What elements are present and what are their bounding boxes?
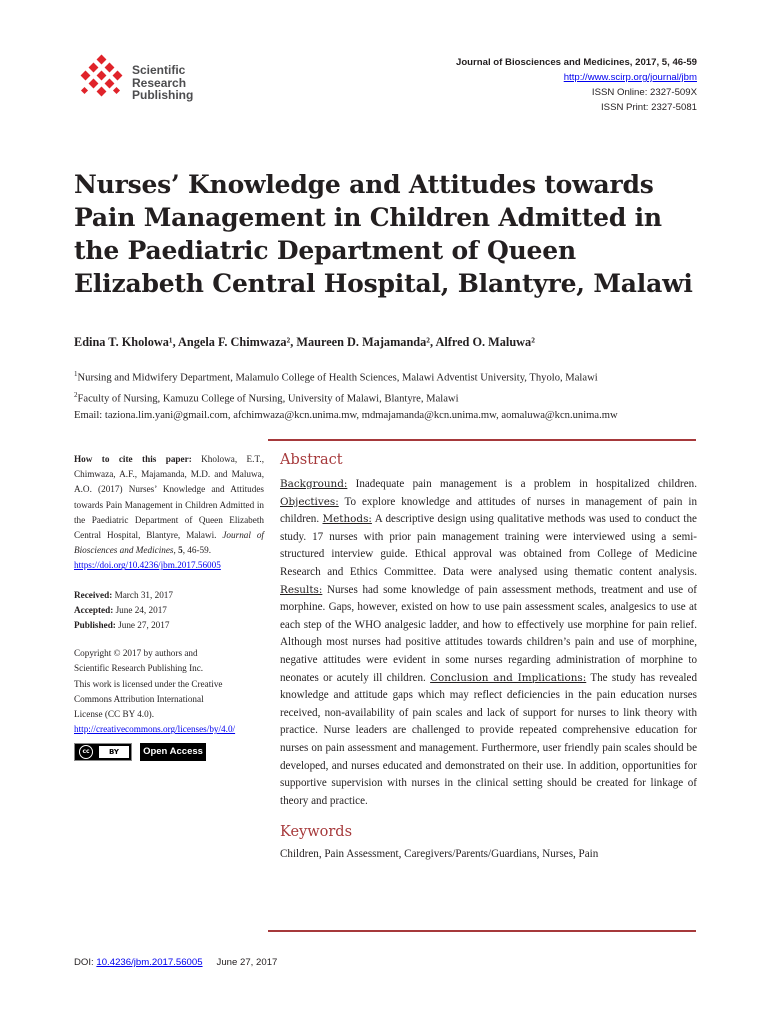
affiliation-1: $^1$Nursing and Midwifery Department, Malamulo College of Health Sciences, Malawi Adventist University, Thyolo, Malawi bbox=[74, 370, 598, 384]
affiliation-2: $^2$Faculty of Nursing, Kamuzu College of Nursing, University of Malawi, Blantyre, Malawi bbox=[74, 391, 459, 405]
abstract-heading: Abstract bbox=[280, 452, 343, 468]
article-dates bbox=[74, 588, 264, 634]
keywords-heading: Keywords bbox=[280, 824, 353, 841]
keywords-list: Children, Pain Assessment, Caregivers/Parents/Guardians, Nurses, Pain bbox=[280, 848, 599, 861]
how-to-cite: How to cite this paper: Kholowa, E.T., Chimwaza, A.F., Majamanda, M.D. and Maluwa, A.O. (2017) Nurses’ Knowledge and Attitudes towards Pain Management in Children Admitted in the Paediatric Department of Queen Elizabeth Central Hospital, Blantyre, Malawi. Journal of Biosciences and Medicines, 5, 46-59. https://doi.org/10.4236/jbm.2017.56005 bbox=[74, 454, 264, 571]
accepted-date: Accepted: June 24, 2017 bbox=[74, 604, 167, 615]
footer-doi-link[interactable]: 10.4236/jbm.2017.56005 bbox=[96, 957, 203, 968]
doi-url-link[interactable]: https://doi.org/10.4236/jbm.2017.56005 bbox=[74, 560, 221, 571]
license-url-link[interactable]: http://creativecommons.org/licenses/by/4.0/ bbox=[74, 724, 236, 735]
issn-online: ISSN Online: 2327-509X bbox=[591, 87, 697, 98]
footer-date: June 27, 2017 bbox=[216, 957, 278, 968]
journal-url-link[interactable]: http://www.scirp.org/journal/jbm bbox=[563, 72, 697, 83]
license-badges bbox=[74, 743, 264, 761]
logo-text: Scientific Research Publishing bbox=[132, 63, 194, 102]
abstract-top-rule bbox=[268, 439, 696, 441]
sidebar-metadata bbox=[74, 452, 264, 761]
affiliations bbox=[74, 366, 618, 425]
issn-print: ISSN Print: 2327-5081 bbox=[601, 102, 697, 113]
author-list: Edina T. Kholowa¹, Angela F. Chimwaza², Maureen D. Majamanda², Alfred O. Maluwa² bbox=[74, 335, 535, 349]
paper-title: Nurses’ Knowledge and Attitudes towards Pain Management in Children Admitted in the Paediatric Department of Queen Elizabeth Central Hospital, Blantyre, Malawi bbox=[74, 170, 693, 298]
abstract-body: Background: Inadequate pain management is a problem in hospitalized children. Objectives: To explore knowledge and attitudes of nurses in management of pain in children. Methods: A descriptive design using qualitative methods was used to conduct the study. 17 nurses with prior pain management training were interviewed using a semi-structured interview guide. Ethical approval was obtained from College of Medicine Research and Ethics Committee. Data were analysed using thematic content analysis. Results: Nurses had some knowledge of pain assessment methods, treatment and use of morphine. Gaps, however, existed on how to use pain assessment scales, analgesics to use at each step of the WHO analgesic ladder, and how to effectively use morphine for pain relief. Although most nurses had positive attitudes towards children’s pain and use of morphine, negative attitudes were evident in some nurses regarding administration of morphine to neonates or acutely ill children. Conclusion and Implications: The study has revealed knowledge and attitude gaps which may reflect deficiencies in the pain education nurses received, non-availability of pain scales and lack of support for nurses to link theory with practice. Nurse leaders are challenged to provide repeated comprehensive education for nurses on pain assessment and management. Furthermore, user friendly pain scales should be developed, and nurses educated and demonstrated on their use. In addition, opportunities for supportive supervision with nurses in the clinical setting should be created for linkage of theory and practice. bbox=[280, 478, 697, 807]
abstract-section bbox=[280, 450, 697, 864]
published-date: Published: June 27, 2017 bbox=[74, 620, 170, 631]
abstract-bottom-rule bbox=[268, 930, 696, 932]
journal-info bbox=[456, 55, 697, 115]
journal-citation: Journal of Biosciences and Medicines, 2017, 5, 46-59 bbox=[455, 57, 697, 68]
received-date: Received: March 31, 2017 bbox=[74, 589, 173, 600]
author-emails: Email: taziona.lim.yani@gmail.com, afchimwaza@kcn.unima.mw, mdmajamanda@kcn.unima.mw, aomaluwa@kcn.unima.mw bbox=[74, 410, 618, 422]
cc-icon: cc bbox=[79, 745, 93, 759]
publisher-logo bbox=[78, 54, 218, 104]
logo-diamond-icon bbox=[78, 54, 130, 104]
copyright-notice: Copyright © 2017 by authors and Scientific Research Publishing Inc. This work is licensed under the Creative Commons Attribution International License (CC BY 4.0). http://creativecommons.org/licenses/by/4.0/ bbox=[74, 648, 236, 735]
open-access-badge: Open Access bbox=[140, 743, 206, 761]
cc-by-label: BY bbox=[99, 746, 129, 758]
cc-by-badge[interactable] bbox=[74, 743, 132, 761]
page-footer: DOI: 10.4236/jbm.2017.56005 June 27, 2017 bbox=[74, 957, 278, 968]
